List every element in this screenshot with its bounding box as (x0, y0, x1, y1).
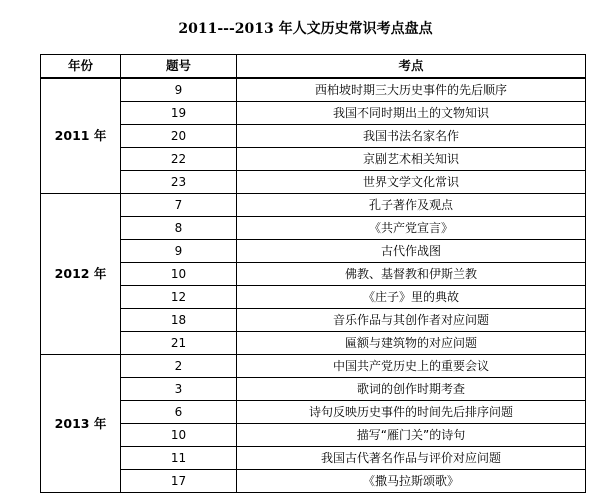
table-row (41, 378, 586, 401)
topic-cell: 我国古代著名作品与评价对应问题 (237, 447, 586, 470)
topic-cell: 匾额与建筑物的对应问题 (237, 332, 586, 355)
topic-cell: 《撒马拉斯颂歌》 (237, 470, 586, 493)
question-number-cell: 23 (121, 171, 237, 194)
topic-cell: 中国共产党历史上的重要会议 (237, 355, 586, 378)
table-row (41, 125, 586, 148)
topic-cell: 世界文学文化常识 (237, 171, 586, 194)
topic-cell: 我国书法名家名作 (237, 125, 586, 148)
question-number-cell: 17 (121, 470, 237, 493)
question-number-cell: 8 (121, 217, 237, 240)
topic-cell: 音乐作品与其创作者对应问题 (237, 309, 586, 332)
table-row (41, 263, 586, 286)
table-row (41, 332, 586, 355)
document-title: 2011---2013 年人文历史常识考点盘点 (178, 21, 433, 37)
question-number-cell: 10 (121, 263, 237, 286)
table-row (41, 171, 586, 194)
topic-cell: 《庄子》里的典故 (237, 286, 586, 309)
topic-cell: 京剧艺术相关知识 (237, 148, 586, 171)
table-row (41, 447, 586, 470)
table-row (41, 217, 586, 240)
table-row (41, 240, 586, 263)
table-row (41, 78, 586, 102)
table-row (41, 286, 586, 309)
table-row (41, 355, 586, 378)
table-row (41, 194, 586, 217)
exam-topics-table (40, 54, 586, 493)
question-number-cell: 18 (121, 309, 237, 332)
topic-cell: 孔子著作及观点 (237, 194, 586, 217)
table-row (41, 470, 586, 493)
question-number-cell: 20 (121, 125, 237, 148)
table-row (41, 148, 586, 171)
year-cell-2012: 2012 年 (41, 194, 121, 355)
question-number-cell: 10 (121, 424, 237, 447)
question-number-cell: 6 (121, 401, 237, 424)
topic-cell: 诗句反映历史事件的时间先后排序问题 (237, 401, 586, 424)
table-row (41, 401, 586, 424)
topic-column-header: 考点 (237, 55, 586, 79)
table-header-row (41, 55, 586, 79)
topic-cell: 歌词的创作时期考查 (237, 378, 586, 401)
table-row (41, 424, 586, 447)
table-row (41, 102, 586, 125)
question-number-cell: 21 (121, 332, 237, 355)
topic-cell: 描写“雁门关”的诗句 (237, 424, 586, 447)
question-number-cell: 3 (121, 378, 237, 401)
topic-cell: 古代作战图 (237, 240, 586, 263)
question-number-cell: 19 (121, 102, 237, 125)
topic-cell: 佛教、基督教和伊斯兰教 (237, 263, 586, 286)
number-column-header: 题号 (121, 55, 237, 79)
question-number-cell: 9 (121, 240, 237, 263)
question-number-cell: 9 (121, 78, 237, 102)
question-number-cell: 22 (121, 148, 237, 171)
year-column-header: 年份 (41, 55, 121, 79)
year-cell-2011: 2011 年 (41, 78, 121, 194)
question-number-cell: 7 (121, 194, 237, 217)
question-number-cell: 11 (121, 447, 237, 470)
topic-cell: 西柏坡时期三大历史事件的先后顺序 (237, 78, 586, 102)
question-number-cell: 2 (121, 355, 237, 378)
topic-cell: 《共产党宣言》 (237, 217, 586, 240)
year-cell-2013: 2013 年 (41, 355, 121, 493)
topic-cell: 我国不同时期出土的文物知识 (237, 102, 586, 125)
table-row (41, 309, 586, 332)
question-number-cell: 12 (121, 286, 237, 309)
